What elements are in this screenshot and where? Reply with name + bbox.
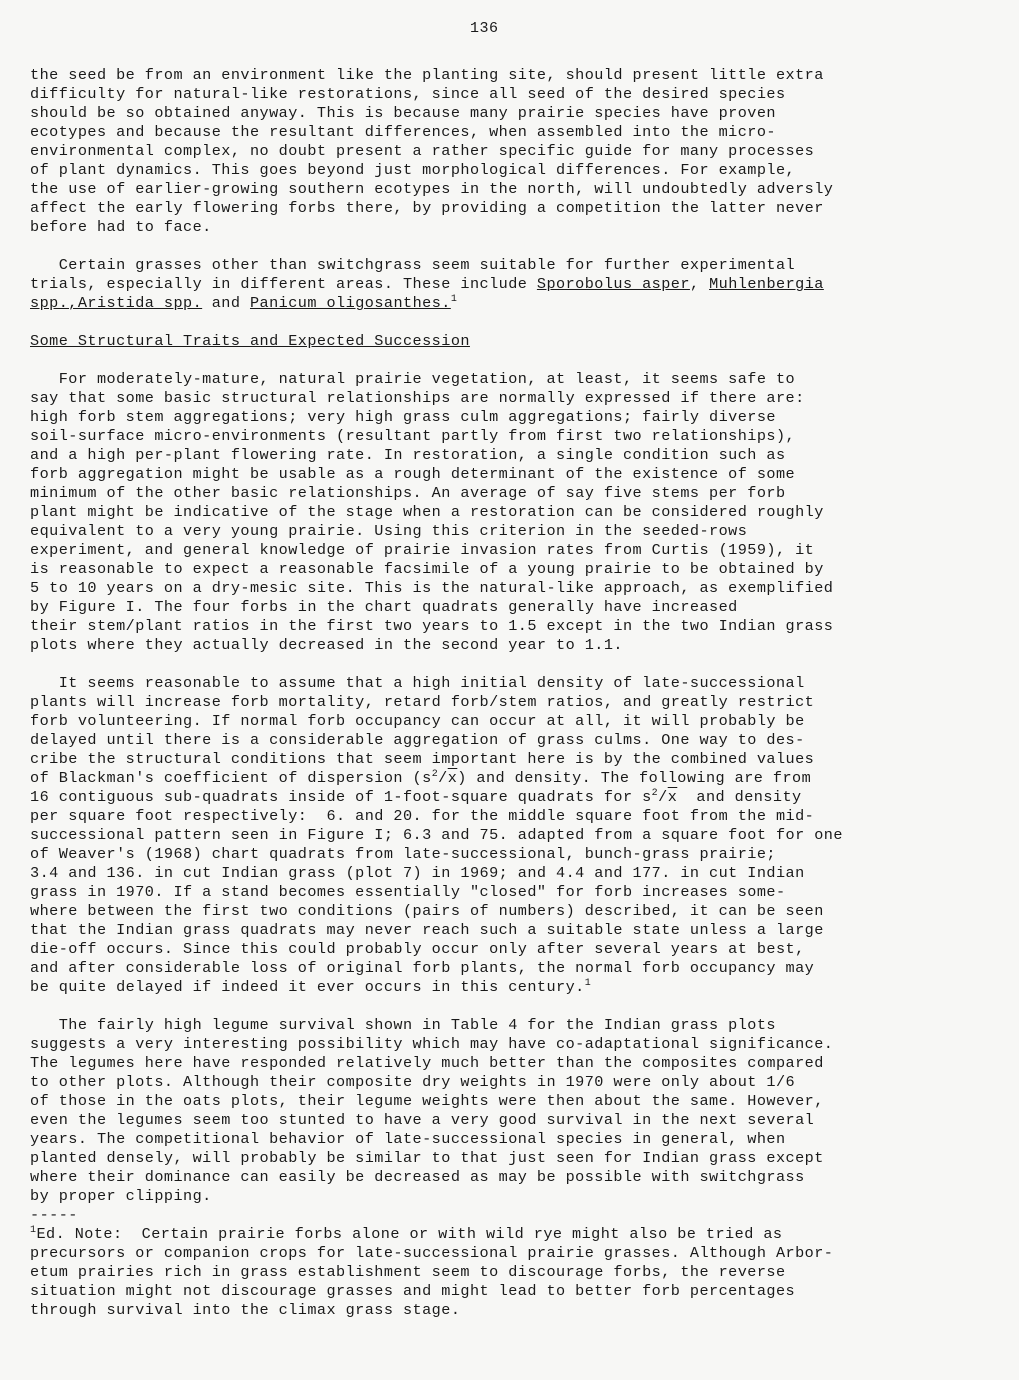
text-span: and density [677,788,802,806]
paragraph-4 [30,674,995,997]
document-body [30,66,995,1320]
text-line: It seems reasonable to assume that a high initial density of late-successional [30,674,805,692]
footnote-ref: 1 [584,977,592,989]
text-line: by proper clipping. [30,1187,212,1205]
text-line: suggests a very interesting possibility which may have co-adaptational significance. [30,1035,834,1053]
text-line: where between the first two conditions (pairs of numbers) described, it can be seen [30,902,824,920]
text-line: situation might not discourage grasses and might lead to better forb percentages [30,1282,796,1300]
text-line: delayed until there is a considerable aggregation of grass culms. One way to des- [30,731,805,749]
text-line: the seed be from an environment like the planting site, should present little extra [30,66,824,84]
paragraph-5 [30,1016,995,1206]
text-line: of plant dynamics. This goes beyond just morphological differences. For example, [30,161,796,179]
mean-symbol: $\overline{x}$ [667,788,678,806]
text-line: and a high per-plant flowering rate. In restoration, a single condition such as [30,446,786,464]
text-line: etum prairies rich in grass establishment seem to discourage forbs, the reverse [30,1263,786,1281]
text-line: say that some basic structural relationships are normally expressed if there are: [30,389,805,407]
text-line: should be so obtained anyway. This is because many prairie species have proven [30,104,776,122]
text-line: where their dominance can easily be decreased as may be possible with switchgrass [30,1168,805,1186]
paragraph-1 [30,66,995,237]
text-line: through survival into the climax grass stage. [30,1301,461,1319]
text-line [30,788,995,807]
mean-symbol: $\overline{x}$ [447,769,458,787]
text-line: even the legumes seem too stunted to have a very good survival in the next several [30,1111,815,1129]
text-line: high forb stem aggregations; very high grass culm aggregations; fairly diverse [30,408,776,426]
text-line: successional pattern seen in Figure I; 6.3 and 75. adapted from a square foot for one [30,826,843,844]
text-line: is reasonable to expect a reasonable facsimile of a young prairie to be obtained by [30,560,824,578]
text-span: be quite delayed if indeed it ever occurs in this century. [30,978,585,996]
text-line [30,1225,995,1244]
text-span: and [202,294,250,312]
text-line: plants will increase forb mortality, retard forb/stem ratios, and greatly restrict [30,693,815,711]
species-name: Panicum oligosanthes. [249,294,451,312]
text-line: For moderately-mature, natural prairie vegetation, at least, it seems safe to [30,370,796,388]
text-span: trials, especially in different areas. These include [30,275,537,293]
text-line: 5 to 10 years on a dry-mesic site. This is the natural-like approach, as exemplified [30,579,834,597]
text-line [30,769,995,788]
text-line: experiment, and general knowledge of prairie invasion rates from Curtis (1959), it [30,541,815,559]
footnote-separator: ----- [30,1206,78,1224]
text-line: difficulty for natural-like restorations, since all seed of the desired species [30,85,786,103]
text-line: grass in 1970. If a stand becomes essentially "closed" for forb increases some- [30,883,786,901]
text-line [30,978,995,997]
section-heading: Some Structural Traits and Expected Succession [30,332,470,350]
text-line: forb volunteering. If normal forb occupancy can occur at all, it will probably be [30,712,805,730]
text-span: / [438,769,448,787]
text-line: that the Indian grass quadrats may never reach such a suitable state unless a large [30,921,824,939]
text-line: plant might be indicative of the stage when a restoration can be considered roughly [30,503,824,521]
text-line: and after considerable loss of original forb plants, the normal forb occupancy may [30,959,815,977]
text-line: The fairly high legume survival shown in Table 4 for the Indian grass plots [30,1016,776,1034]
text-line: minimum of the other basic relationships. An average of say five stems per forb [30,484,786,502]
text-line [30,275,995,294]
superscript: 2 [651,787,659,799]
text-line: before had to face. [30,218,212,236]
text-span: of Blackman's coefficient of dispersion (s [30,769,432,787]
paragraph-2 [30,256,995,313]
footnote [30,1225,995,1320]
footnote-marker: 1 [30,1224,37,1236]
text-line: equivalent to a very young prairie. Using this criterion in the seeded-rows [30,522,748,540]
text-line: 3.4 and 136. in cut Indian grass (plot 7) in 1969; and 4.4 and 177. in cut Indian [30,864,805,882]
text-line: by Figure I. The four forbs in the chart quadrats generally have increased [30,598,738,616]
text-line: to other plots. Although their composite dry weights in 1970 were only about 1/6 [30,1073,796,1091]
text-line: cribe the structural conditions that seem important here is by the combined values [30,750,815,768]
species-name: Sporobolus asper [536,275,690,293]
footnote-ref: 1 [450,293,458,305]
text-line: per square foot respectively: 6. and 20. for the middle square foot from the mid- [30,807,815,825]
species-name: Muhlenbergia [709,275,824,293]
text-line: Certain grasses other than switchgrass seem suitable for further experimental [30,256,796,274]
species-name: spp.,Aristida spp. [30,294,203,312]
text-line: their stem/plant ratios in the first two years to 1.5 except in the two Indian grass [30,617,834,635]
text-line: soil-surface micro-environments (resultant partly from first two relationships), [30,427,796,445]
text-line: affect the early flowering forbs there, by providing a competition the latter never [30,199,824,217]
text-span: , [689,275,710,293]
text-span: 16 contiguous sub-quadrats inside of 1-foot-square quadrats for s [30,788,652,806]
text-line [30,294,995,313]
text-line: precursors or companion crops for late-successional prairie grasses. Although Arbor- [30,1244,834,1262]
text-line: die-off occurs. Since this could probably occur only after several years at best, [30,940,805,958]
text-line: plots where they actually decreased in the second year to 1.1. [30,636,623,654]
page-number: 136 [470,20,499,37]
text-line: forb aggregation might be usable as a rough determinant of the existence of some [30,465,796,483]
paragraph-3 [30,370,995,655]
text-line: environmental complex, no doubt present a rather specific guide for many processes [30,142,815,160]
text-line: The legumes here have responded relatively much better than the composites compared [30,1054,824,1072]
text-line: planted densely, will probably be similar to that just seen for Indian grass except [30,1149,824,1167]
text-line: ecotypes and because the resultant differences, when assembled into the micro- [30,123,776,141]
text-span: ) and density. The following are from [457,769,812,787]
superscript: 2 [431,768,439,780]
text-span: / [658,788,668,806]
text-line: the use of earlier-growing southern ecotypes in the north, will undoubtedly adversly [30,180,834,198]
text-span: Ed. Note: Certain prairie forbs alone or with wild rye might also be tried as [36,1225,783,1243]
text-line: of those in the oats plots, their legume weights were then about the same. However, [30,1092,824,1110]
text-line: of Weaver's (1968) chart quadrats from late-successional, bunch-grass prairie; [30,845,776,863]
text-line: years. The competitional behavior of late-successional species in general, when [30,1130,786,1148]
